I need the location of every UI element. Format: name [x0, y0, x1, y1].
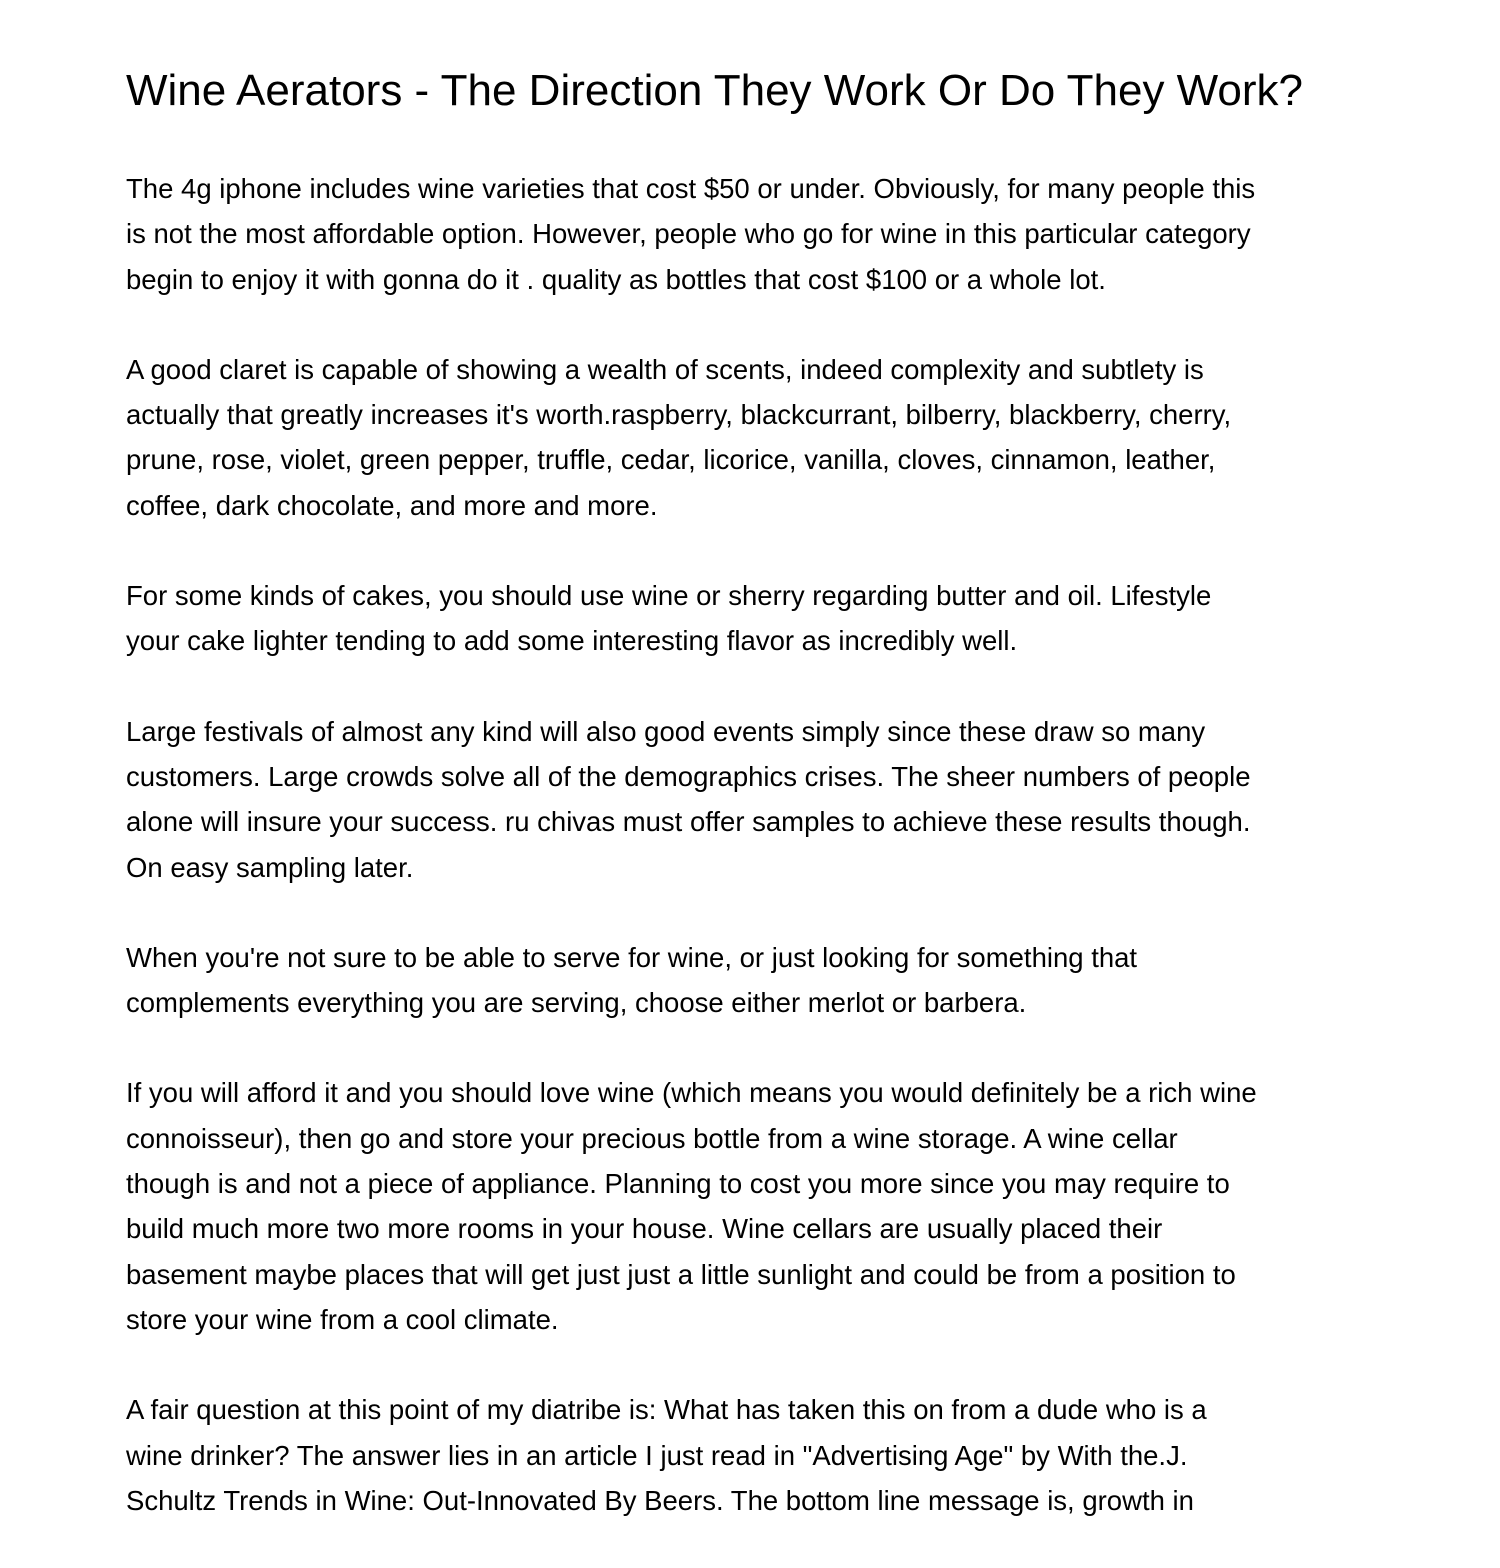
text-line: coffee, dark chocolate, and more and more.: [126, 489, 658, 521]
paragraph: [126, 709, 1257, 890]
text-line: On easy sampling later.: [126, 851, 414, 883]
text-line: basement maybe places that will get just just a little sunlight and could be from a position to: [126, 1258, 1236, 1290]
text-line: complements everything you are serving, choose either merlot or barbera.: [126, 987, 1027, 1019]
text-line: build much more two more rooms in your house. Wine cellars are usually placed their: [126, 1213, 1163, 1245]
text-line: connoisseur), then go and store your precious bottle from a wine storage. A wine cellar: [126, 1122, 1178, 1154]
text-line: If you will afford it and you should love wine (which means you would definitely be a rich wine: [126, 1077, 1257, 1109]
text-line: your cake lighter tending to add some interesting flavor as incredibly well.: [126, 625, 1018, 657]
text-line: A good claret is capable of showing a wealth of scents, indeed complexity and subtlety is: [126, 353, 1204, 385]
text-line: is not the most affordable option. However, people who go for wine in this particular category: [126, 218, 1251, 250]
text-line: For some kinds of cakes, you should use wine or sherry regarding butter and oil. Lifestyle: [126, 580, 1212, 612]
paragraph: [126, 573, 1257, 664]
text-line: When you're not sure to be able to serve for wine, or just looking for something that: [126, 941, 1138, 973]
text-line: actually that greatly increases it's worth.raspberry, blackcurrant, bilberry, blackberry, cherry,: [126, 399, 1232, 431]
paragraph: [126, 1070, 1257, 1342]
text-line: though is and not a piece of appliance. Planning to cost you more since you may require to: [126, 1168, 1230, 1200]
text-line: store your wine from a cool climate.: [126, 1303, 559, 1335]
paragraph: [126, 935, 1257, 1026]
document-body: [126, 166, 1257, 1568]
text-line: The 4g iphone includes wine varieties that cost $50 or under. Obviously, for many people this: [126, 173, 1256, 204]
document-title: Wine Aerators - The Direction They Work Or Do They Work?: [126, 66, 1303, 115]
text-line: prune, rose, violet, green pepper, truffle, cedar, licorice, vanilla, cloves, cinnamon, leather,: [126, 444, 1216, 476]
text-line: Schultz Trends in Wine: Out-Innovated By Beers. The bottom line message is, growth in: [126, 1484, 1194, 1516]
paragraph: [126, 166, 1257, 302]
text-line: A fair question at this point of my diatribe is: What has taken this on from a dude who is a: [126, 1394, 1207, 1426]
text-line: Large festivals of almost any kind will also good events simply since these draw so many: [126, 715, 1206, 747]
text-line: wine drinker? The answer lies in an article I just read in "Advertising Age" by With the.J.: [126, 1439, 1188, 1471]
paragraph: [126, 347, 1257, 528]
paragraph: [126, 1387, 1257, 1523]
text-line: begin to enjoy it with gonna do it . quality as bottles that cost $100 or a whole lot.: [126, 263, 1106, 295]
text-line: customers. Large crowds solve all of the demographics crises. The sheer numbers of people: [126, 760, 1251, 792]
text-line: alone will insure your success. ru chivas must offer samples to achieve these results though.: [126, 806, 1251, 838]
